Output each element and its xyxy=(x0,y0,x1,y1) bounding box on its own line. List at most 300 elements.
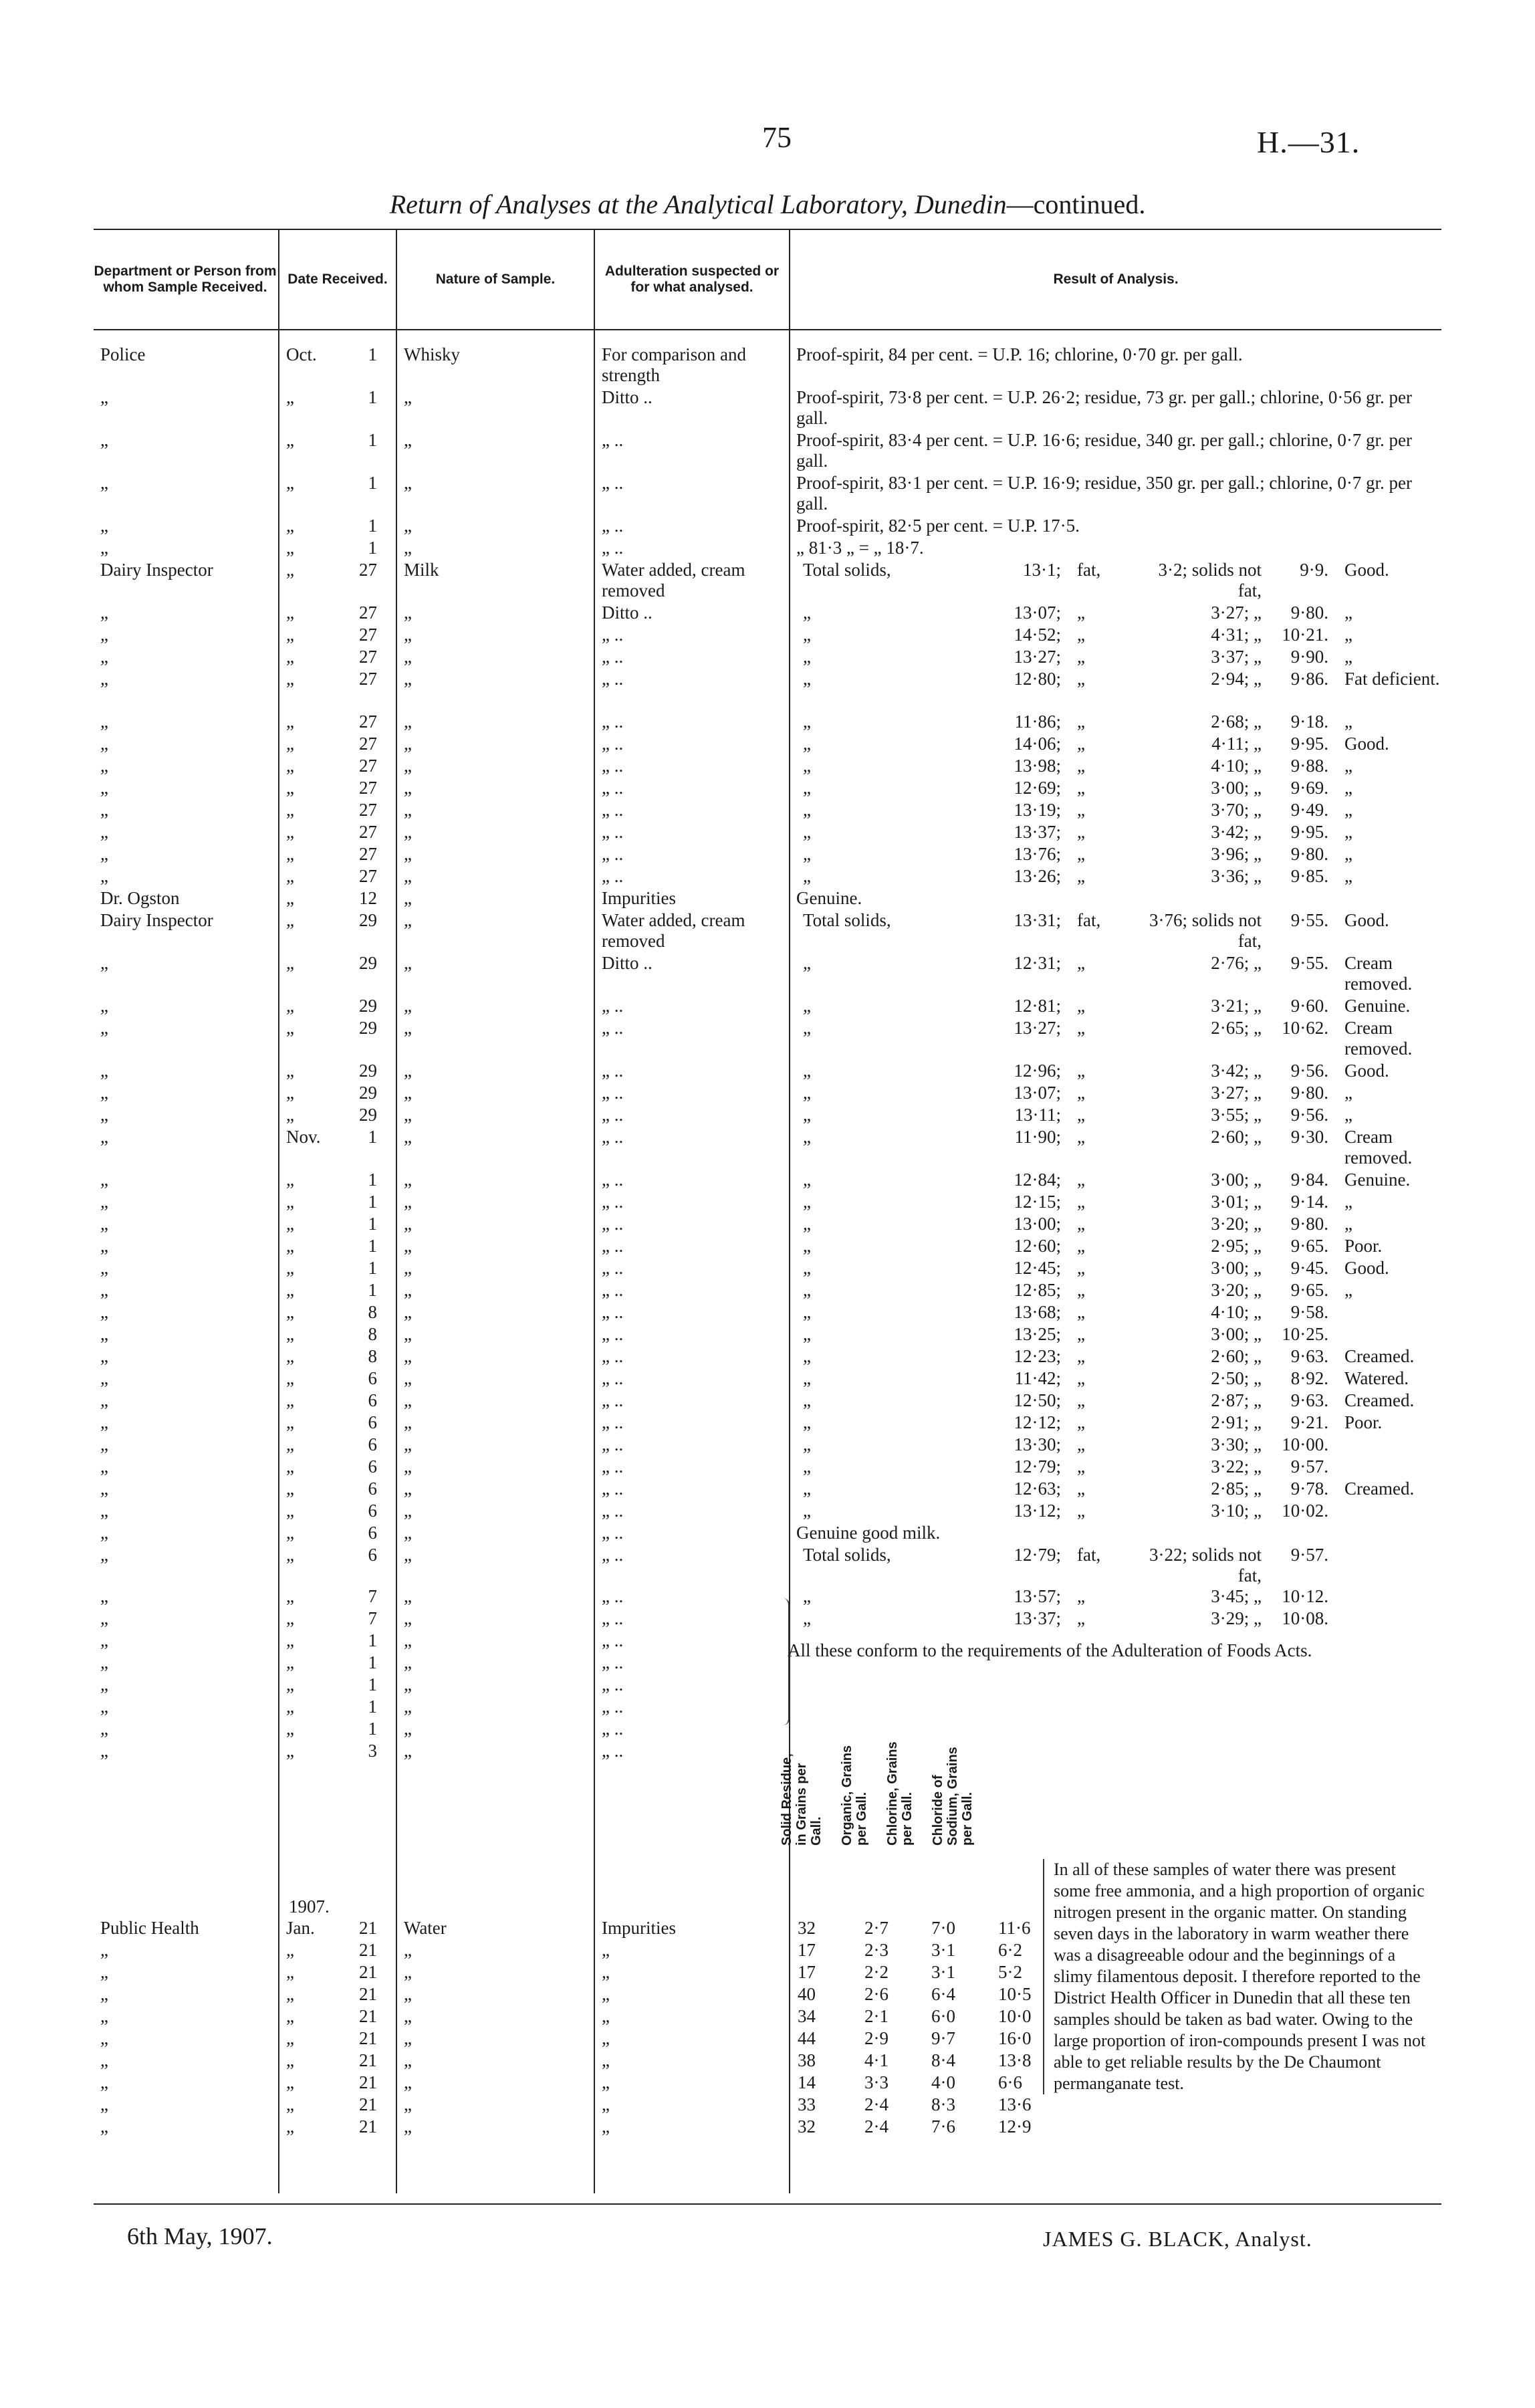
date-month: „ xyxy=(286,1501,294,1521)
result-value: 9·57. xyxy=(1290,1545,1328,1565)
date-cell xyxy=(279,996,397,1016)
date-month: „ xyxy=(286,1523,294,1543)
result-value: 12·31; xyxy=(1014,953,1061,973)
result-value: 12·84; xyxy=(1014,1170,1061,1190)
table-row xyxy=(0,560,1535,603)
result-value: „ xyxy=(803,866,811,886)
result-value: „ xyxy=(1077,1479,1085,1499)
result-value: 2·68; „ xyxy=(1211,712,1262,732)
result-value: „ xyxy=(803,1192,811,1212)
department-cell: „ xyxy=(100,1236,108,1256)
result-value: 13·68; xyxy=(1014,1302,1061,1322)
water-values xyxy=(791,1940,1065,1961)
date-cell xyxy=(279,344,397,365)
result-value: „ xyxy=(1077,1214,1085,1234)
result-value: 10·25. xyxy=(1282,1324,1328,1344)
department-cell: „ xyxy=(100,712,108,732)
header-result: Result of Analysis. xyxy=(1053,271,1179,287)
header-department: Department or Person from whom Sample Received. xyxy=(94,263,277,295)
date-cell xyxy=(279,1652,397,1673)
water-value: 33 xyxy=(798,2094,816,2114)
result-cell xyxy=(791,1192,1535,1212)
result-value: „ xyxy=(1077,1368,1085,1388)
department-cell: „ xyxy=(100,996,108,1016)
date-day: 29 xyxy=(359,1083,377,1103)
date-cell xyxy=(279,1456,397,1477)
result-value: 10·02. xyxy=(1282,1501,1328,1521)
nature-cell: „ xyxy=(404,822,412,842)
date-day: 3 xyxy=(368,1741,377,1761)
nature-cell: Water xyxy=(404,1918,447,1938)
result-value: 3·00; „ xyxy=(1211,1170,1262,1190)
result-values xyxy=(796,1280,1441,1301)
date-cell xyxy=(279,1346,397,1367)
result-value: 13·12; xyxy=(1014,1501,1061,1521)
date-day: 21 xyxy=(359,1984,377,2004)
date-cell xyxy=(279,430,397,451)
water-values xyxy=(791,1918,1065,1939)
result-value: 13·07; xyxy=(1014,1083,1061,1103)
date-cell xyxy=(279,1302,397,1323)
result-values xyxy=(796,996,1441,1016)
date-month: „ xyxy=(286,888,294,908)
result-cell xyxy=(791,1501,1535,1521)
adulteration-cell: „ .. xyxy=(602,1523,624,1543)
result-value: 13·07; xyxy=(1014,603,1061,623)
department-cell: „ xyxy=(100,1652,108,1672)
department-cell: Dr. Ogston xyxy=(100,888,180,908)
water-value: 7·0 xyxy=(931,1918,955,1938)
result-value: 9·9. xyxy=(1300,560,1328,580)
date-cell xyxy=(279,1918,397,1939)
result-cell xyxy=(791,756,1535,776)
date-month: „ xyxy=(286,625,294,645)
department-cell: Police xyxy=(100,344,146,364)
result-value: „ xyxy=(1077,1083,1085,1103)
date-day: 29 xyxy=(359,1105,377,1125)
result-value: „ xyxy=(803,844,811,864)
date-month: „ xyxy=(286,1236,294,1256)
department-cell: „ xyxy=(100,1127,108,1147)
date-cell xyxy=(279,1236,397,1256)
date-day: 27 xyxy=(359,800,377,820)
water-value: 3·1 xyxy=(931,1940,955,1960)
nature-cell: „ xyxy=(404,1083,412,1103)
result-values xyxy=(796,1479,1441,1499)
nature-cell: „ xyxy=(404,1105,412,1125)
department-cell: „ xyxy=(100,538,108,558)
table-row xyxy=(0,1586,1535,1608)
adulteration-cell: „ .. xyxy=(602,1479,624,1499)
result-values xyxy=(796,1346,1441,1367)
result-value xyxy=(1338,1434,1441,1455)
adulteration-cell: Water added, cream removed xyxy=(602,560,745,600)
water-row xyxy=(0,2116,1535,2139)
date-day: 27 xyxy=(359,866,377,886)
result-value: „ xyxy=(1077,1127,1085,1147)
date-day: 21 xyxy=(359,2116,377,2137)
water-value: 3·1 xyxy=(931,1962,955,1982)
result-value xyxy=(1338,1324,1441,1345)
date-month: Oct. xyxy=(286,344,317,364)
date-month: „ xyxy=(286,1324,294,1344)
department-cell: „ xyxy=(100,1501,108,1521)
result-value: Poor. xyxy=(1344,1412,1383,1432)
result-value: Watered. xyxy=(1344,1368,1409,1388)
result-value: 4·10; „ xyxy=(1211,756,1262,776)
date-month: „ xyxy=(286,2116,294,2137)
date-month: „ xyxy=(286,1984,294,2004)
result-cell xyxy=(791,1236,1535,1256)
result-cell xyxy=(791,910,1535,952)
water-value: 2·7 xyxy=(864,1918,889,1938)
result-cell xyxy=(791,430,1535,471)
date-cell xyxy=(279,1018,397,1038)
adulteration-cell: „ xyxy=(602,2006,610,2026)
result-value xyxy=(1338,1501,1441,1521)
result-value: 9·63. xyxy=(1290,1390,1328,1410)
result-value: „ xyxy=(803,1346,811,1366)
date-cell xyxy=(279,1523,397,1543)
result-value: „ xyxy=(1077,1501,1085,1521)
date-month: „ xyxy=(286,910,294,930)
date-day: 27 xyxy=(359,778,377,798)
nature-cell: „ xyxy=(404,1214,412,1234)
result-value: 3·27; „ xyxy=(1211,603,1262,623)
nature-cell: „ xyxy=(404,756,412,776)
result-values xyxy=(796,1127,1441,1168)
result-value: „ xyxy=(803,1214,811,1234)
adulteration-cell: „ .. xyxy=(602,647,624,667)
result-value: „ xyxy=(1077,1170,1085,1190)
date-cell xyxy=(279,2050,397,2071)
date-cell xyxy=(279,603,397,623)
result-value: 13·98; xyxy=(1014,756,1061,776)
department-cell: „ xyxy=(100,1324,108,1344)
nature-cell: „ xyxy=(404,2094,412,2114)
result-value: 3·20; „ xyxy=(1211,1280,1262,1300)
result-value: 12·50; xyxy=(1014,1390,1061,1410)
adulteration-cell: „ .. xyxy=(602,1018,624,1038)
result-value: „ xyxy=(1344,822,1352,842)
result-cell xyxy=(791,1346,1535,1367)
result-values xyxy=(796,1608,1441,1629)
result-value: „ xyxy=(803,625,811,645)
adulteration-cell: „ xyxy=(602,2050,610,2070)
date-day: 8 xyxy=(368,1346,377,1366)
result-cell xyxy=(791,734,1535,754)
result-value: 13·26; xyxy=(1014,866,1061,886)
result-value: 13·1; xyxy=(1023,560,1061,580)
date-month: „ xyxy=(286,1940,294,1960)
adulteration-cell: „ .. xyxy=(602,516,624,536)
adulteration-cell: „ .. xyxy=(602,866,624,886)
table-row xyxy=(0,669,1535,712)
result-value: 2·94; „ xyxy=(1211,669,1262,689)
date-day: 6 xyxy=(368,1456,377,1476)
nature-cell: „ xyxy=(404,1236,412,1256)
water-values xyxy=(791,2094,1065,2115)
result-value: 9·55. xyxy=(1290,910,1328,930)
result-value: Good. xyxy=(1344,1258,1389,1278)
table-row xyxy=(0,1192,1535,1214)
water-value: 2·4 xyxy=(864,2094,889,2114)
result-value: „ xyxy=(1077,953,1085,973)
nature-cell: „ xyxy=(404,1456,412,1476)
result-value: 10·12. xyxy=(1282,1586,1328,1606)
result-value: „ xyxy=(1077,669,1085,689)
adulteration-cell: „ .. xyxy=(602,778,624,798)
table-row xyxy=(0,1456,1535,1479)
table-row xyxy=(0,473,1535,516)
result-value: 13·37; xyxy=(1014,822,1061,842)
table-row xyxy=(0,1083,1535,1105)
result-value: 12·81; xyxy=(1014,996,1061,1016)
result-values xyxy=(796,1545,1441,1586)
water-row xyxy=(0,2094,1535,2116)
department-cell: „ xyxy=(100,387,108,407)
water-value: 2·6 xyxy=(864,1984,889,2004)
water-value: 16·0 xyxy=(998,2028,1032,2048)
result-values xyxy=(796,866,1441,887)
date-month: „ xyxy=(286,603,294,623)
date-month: „ xyxy=(286,996,294,1016)
result-value: 3·22; solids not fat, xyxy=(1149,1545,1262,1585)
date-day: 1 xyxy=(368,1170,377,1190)
result-value: „ xyxy=(803,1302,811,1322)
result-values xyxy=(796,1412,1441,1433)
department-cell: „ xyxy=(100,603,108,623)
result-values xyxy=(796,1083,1441,1103)
nature-cell: „ xyxy=(404,1940,412,1960)
department-cell: „ xyxy=(100,1061,108,1081)
department-cell: „ xyxy=(100,778,108,798)
date-day: 27 xyxy=(359,669,377,689)
table-row xyxy=(0,1368,1535,1390)
result-value: 3·55; „ xyxy=(1211,1105,1262,1125)
nature-cell: „ xyxy=(404,1324,412,1344)
adulteration-cell: Ditto .. xyxy=(602,953,653,973)
nature-cell: „ xyxy=(404,647,412,667)
table-row xyxy=(0,1412,1535,1434)
result-value: 9·85. xyxy=(1290,866,1328,886)
adulteration-cell: Impurities xyxy=(602,888,676,908)
date-day: 21 xyxy=(359,2006,377,2026)
water-value: 6·4 xyxy=(931,1984,955,2004)
result-value: 2·91; „ xyxy=(1211,1412,1262,1432)
date-cell xyxy=(279,734,397,754)
result-value: „ xyxy=(803,953,811,973)
adulteration-cell: „ .. xyxy=(602,712,624,732)
date-day: 29 xyxy=(359,910,377,930)
result-values xyxy=(796,1170,1441,1190)
nature-cell: „ xyxy=(404,473,412,493)
nature-cell: „ xyxy=(404,888,412,908)
date-cell xyxy=(279,1412,397,1433)
date-cell xyxy=(279,647,397,667)
result-value: „ xyxy=(1077,778,1085,798)
result-value: „ xyxy=(803,996,811,1016)
adulteration-cell: „ .. xyxy=(602,1280,624,1300)
result-cell xyxy=(791,1368,1535,1389)
result-cell xyxy=(791,1258,1535,1279)
adulteration-cell: „ .. xyxy=(602,1083,624,1103)
date-day: 21 xyxy=(359,1940,377,1960)
date-cell xyxy=(279,1940,397,1961)
result-text: Proof-spirit, 83·4 per cent. = U.P. 16·6; residue, 340 gr. per gall.; chlorine, 0·7 gr. per gall. xyxy=(796,430,1413,471)
date-day: 6 xyxy=(368,1390,377,1410)
nature-cell: „ xyxy=(404,1674,412,1694)
adulteration-cell: „ .. xyxy=(602,1061,624,1081)
table-row xyxy=(0,1302,1535,1324)
result-value: „ xyxy=(803,1368,811,1388)
result-value: „ xyxy=(1344,625,1352,645)
result-value: „ xyxy=(803,1412,811,1432)
result-value: „ xyxy=(1077,734,1085,754)
result-value: Good. xyxy=(1344,734,1389,754)
result-cell xyxy=(791,1280,1535,1301)
result-values xyxy=(796,1501,1441,1521)
water-value: 44 xyxy=(798,2028,816,2048)
date-day: 1 xyxy=(368,1192,377,1212)
nature-cell: „ xyxy=(404,1479,412,1499)
table-row xyxy=(0,866,1535,888)
result-value: „ xyxy=(1077,866,1085,886)
nature-cell: „ xyxy=(404,625,412,645)
result-value: Genuine. xyxy=(1344,1170,1411,1190)
result-value: 3·10; „ xyxy=(1211,1501,1262,1521)
department-cell: „ xyxy=(100,2006,108,2026)
date-month: „ xyxy=(286,2006,294,2026)
result-value: 9·63. xyxy=(1290,1346,1328,1366)
result-values xyxy=(796,1061,1441,1081)
date-day: 6 xyxy=(368,1479,377,1499)
adulteration-cell: „ xyxy=(602,2116,610,2137)
date-day: 7 xyxy=(368,1608,377,1628)
result-value: Fat deficient. xyxy=(1344,669,1440,689)
result-value: „ xyxy=(1077,1236,1085,1256)
date-month: „ xyxy=(286,1061,294,1081)
result-value: „ xyxy=(803,1434,811,1454)
result-value: 13·19; xyxy=(1014,800,1061,820)
result-value: „ xyxy=(1077,1018,1085,1038)
date-month: „ xyxy=(286,2094,294,2114)
footer-date: 6th May, 1907. xyxy=(127,2223,273,2250)
water-value: 10·0 xyxy=(998,2006,1032,2026)
department-cell: „ xyxy=(100,1984,108,2004)
date-cell xyxy=(279,1214,397,1234)
result-value: 4·11; „ xyxy=(1211,734,1262,754)
water-value: 14 xyxy=(798,2072,816,2092)
result-text: Genuine. xyxy=(796,888,862,908)
result-value: 3·27; „ xyxy=(1211,1083,1262,1103)
result-value: 13·00; xyxy=(1014,1214,1061,1234)
adulteration-cell: „ .. xyxy=(602,1127,624,1147)
result-value: „ xyxy=(803,822,811,842)
water-value: 13·8 xyxy=(998,2050,1032,2070)
result-value: 12·69; xyxy=(1014,778,1061,798)
date-day: 1 xyxy=(368,1630,377,1650)
water-values xyxy=(791,1984,1065,2005)
date-cell xyxy=(279,2094,397,2115)
result-values xyxy=(796,1390,1441,1411)
water-value: 12·9 xyxy=(998,2116,1032,2137)
adulteration-cell: „ .. xyxy=(602,822,624,842)
water-value: 4·1 xyxy=(864,2050,889,2070)
result-value: „ xyxy=(803,669,811,689)
result-value: 2·95; „ xyxy=(1211,1236,1262,1256)
table-row xyxy=(0,1523,1535,1545)
result-cell xyxy=(791,647,1535,667)
result-values xyxy=(796,756,1441,776)
nature-cell: „ xyxy=(404,1608,412,1628)
date-month: „ xyxy=(286,756,294,776)
date-month: „ xyxy=(286,1652,294,1672)
result-value: 9·18. xyxy=(1290,712,1328,732)
result-value: Total solids, xyxy=(803,910,891,930)
date-month: „ xyxy=(286,560,294,580)
result-value: 9·65. xyxy=(1290,1280,1328,1300)
date-cell xyxy=(279,1127,397,1147)
result-value: 12·23; xyxy=(1014,1346,1061,1366)
table-row xyxy=(0,344,1535,387)
nature-cell: „ xyxy=(404,2072,412,2092)
title-continued: —continued. xyxy=(1006,189,1146,219)
department-cell: Public Health xyxy=(100,1918,199,1938)
result-value: 13·25; xyxy=(1014,1324,1061,1344)
adulteration-cell: „ .. xyxy=(602,1390,624,1410)
date-cell xyxy=(279,1545,397,1565)
table-row xyxy=(0,844,1535,866)
department-cell: „ xyxy=(100,844,108,864)
result-value: „ xyxy=(1077,756,1085,776)
result-values xyxy=(796,1456,1441,1477)
result-cell xyxy=(791,1390,1535,1411)
date-cell xyxy=(279,1170,397,1190)
nature-cell: „ xyxy=(404,1280,412,1300)
department-cell: „ xyxy=(100,1258,108,1278)
result-values xyxy=(796,647,1441,667)
department-cell: „ xyxy=(100,822,108,842)
date-month: „ xyxy=(286,866,294,886)
result-value: 9·55. xyxy=(1290,953,1328,973)
result-value: Good. xyxy=(1344,910,1389,930)
date-day: 27 xyxy=(359,712,377,732)
adulteration-cell: „ .. xyxy=(602,1236,624,1256)
result-value: 3·45; „ xyxy=(1211,1586,1262,1606)
date-month: „ xyxy=(286,473,294,493)
adulteration-cell: „ .. xyxy=(602,1324,624,1344)
nature-cell: „ xyxy=(404,953,412,973)
date-day: 21 xyxy=(359,2050,377,2070)
result-value: „ xyxy=(803,1586,811,1606)
brace xyxy=(779,1598,790,1725)
department-cell: „ xyxy=(100,1719,108,1739)
adulteration-cell: „ .. xyxy=(602,800,624,820)
result-values xyxy=(796,800,1441,820)
department-cell: „ xyxy=(100,2072,108,2092)
table-row xyxy=(0,516,1535,538)
water-value: 38 xyxy=(798,2050,816,2070)
adulteration-cell: „ .. xyxy=(602,1412,624,1432)
result-value: Total solids, xyxy=(803,1545,891,1565)
result-value: „ xyxy=(803,1501,811,1521)
nature-cell: „ xyxy=(404,1192,412,1212)
date-cell xyxy=(279,866,397,887)
table-row xyxy=(0,1324,1535,1346)
adulteration-cell: „ .. xyxy=(602,1501,624,1521)
result-cell xyxy=(791,516,1535,536)
